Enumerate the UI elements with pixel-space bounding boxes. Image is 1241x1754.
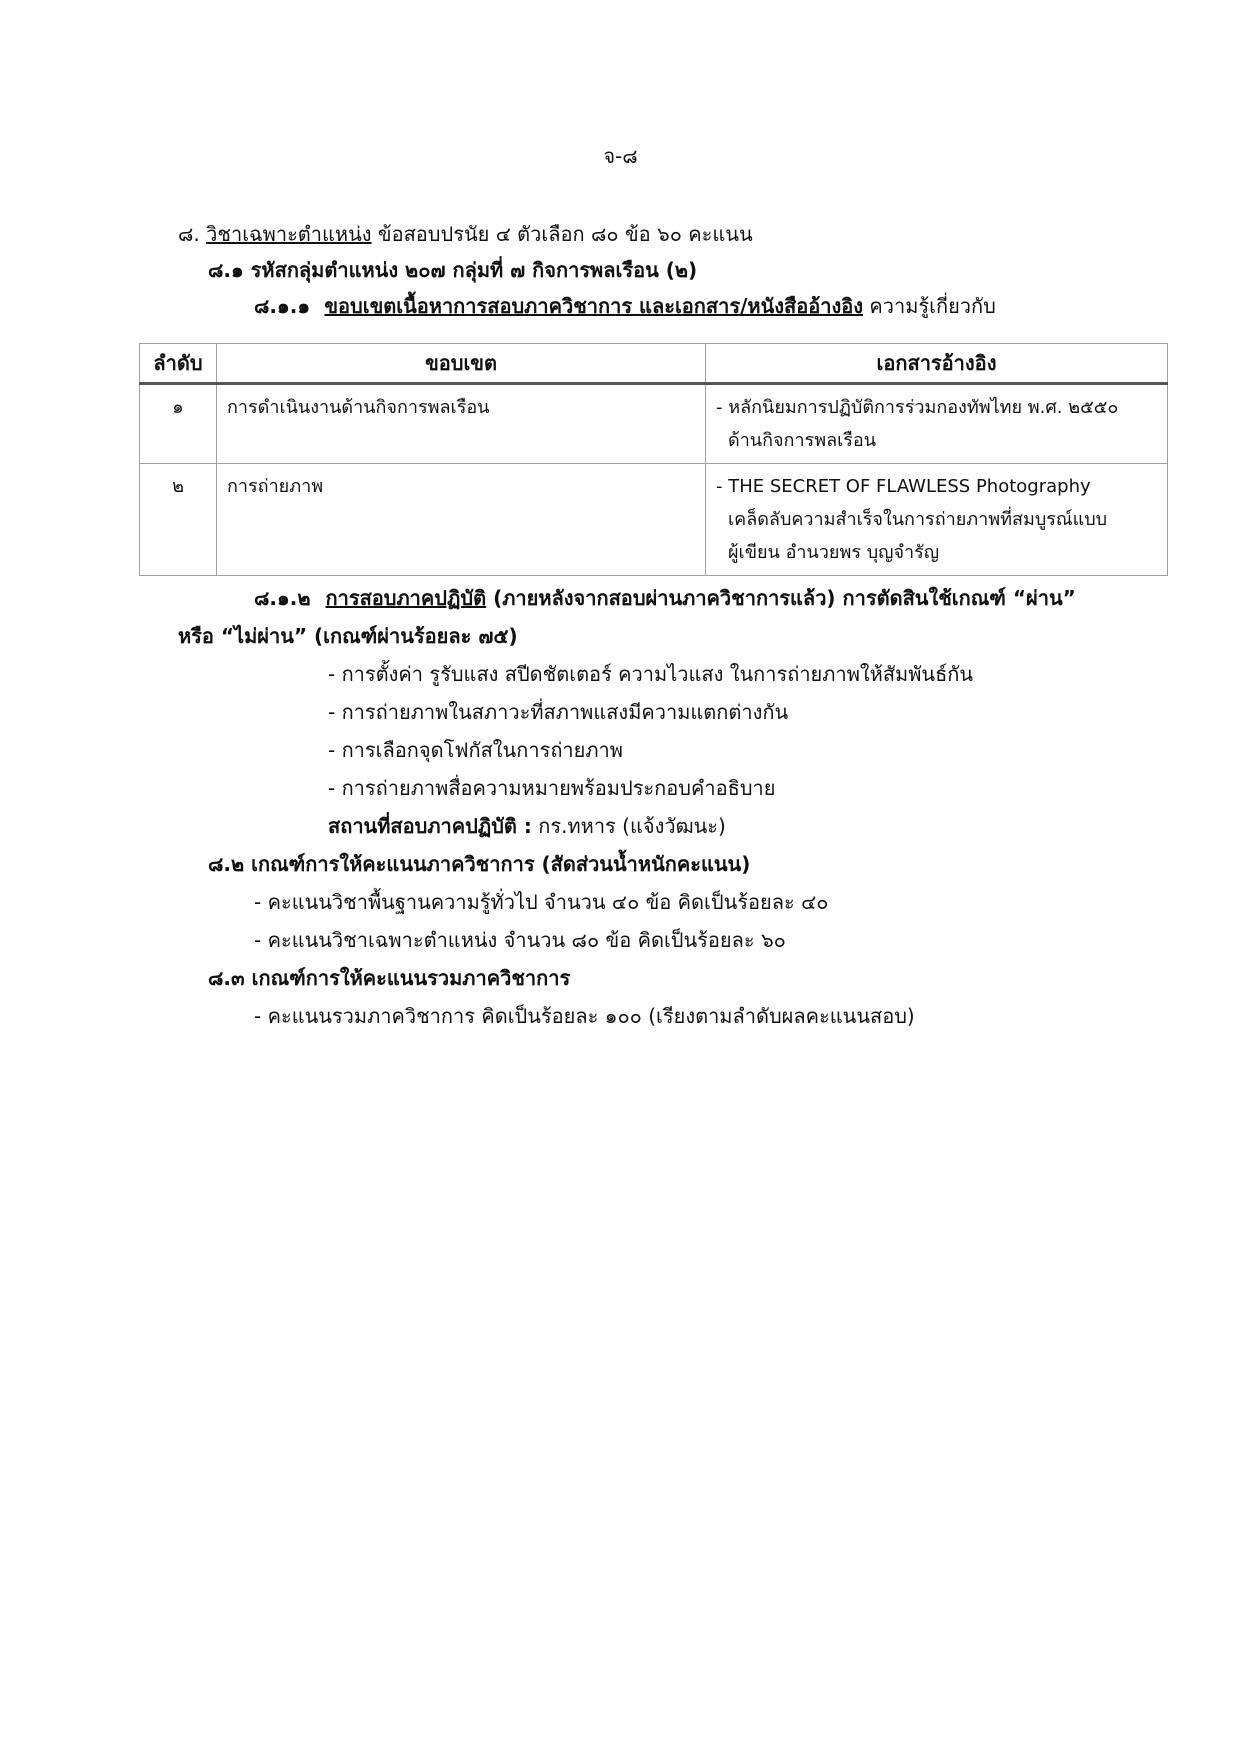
- header-order: ลำดับ: [140, 344, 217, 384]
- header-scope: ขอบเขต: [217, 344, 706, 384]
- section-8-1-1-heading: [254, 290, 996, 322]
- reference-line: เคล็ดลับความสำเร็จในการถ่ายภาพที่สมบูรณ์แบบ: [728, 509, 1108, 530]
- section-8-1-2-heading: [254, 582, 1076, 614]
- reference-line: - THE SECRET OF FLAWLESS Photography: [716, 476, 1091, 497]
- section-8-1-heading: ๘.๑ รหัสกลุ่มตำแหน่ง ๒๐๗ กลุ่มที่ ๗ กิจการพลเรือน (๒): [208, 258, 698, 282]
- table-row: [140, 384, 1168, 464]
- section-8-1-2-title: การสอบภาคปฏิบัติ: [325, 586, 487, 610]
- total-score-item: - คะแนนรวมภาควิชาการ คิดเป็นร้อยละ ๑๐๐ (เรียงตามลำดับผลคะแนนสอบ): [254, 1004, 915, 1028]
- practical-item: - การถ่ายภาพสื่อความหมายพร้อมประกอบคำอธิบาย: [328, 776, 776, 800]
- venue-label: สถานที่สอบภาคปฏิบัติ :: [328, 814, 532, 838]
- reference-table: [139, 343, 1168, 576]
- row-order: ๑: [140, 384, 217, 464]
- score-item: - คะแนนวิชาเฉพาะตำแหน่ง จำนวน ๘๐ ข้อ คิดเป็นร้อยละ ๖๐: [254, 928, 786, 952]
- section-8-3-heading: ๘.๓ เกณฑ์การให้คะแนนรวมภาควิชาการ: [208, 966, 571, 990]
- row-order: ๒: [140, 464, 217, 576]
- reference-line: ด้านกิจการพลเรือน: [728, 430, 877, 451]
- row-scope: การถ่ายภาพ: [217, 464, 706, 576]
- section-8-2-heading: ๘.๒ เกณฑ์การให้คะแนนภาควิชาการ (สัดส่วนน้ำหนักคะแนน): [208, 852, 751, 876]
- section-8-title: วิชาเฉพาะตำแหน่ง: [206, 222, 372, 246]
- section-8-1-1-title: ขอบเขตเนื้อหาการสอบภาควิชาการ และเอกสาร/หนังสืออ้างอิง: [324, 294, 864, 318]
- practical-item: - การตั้งค่า รูรับแสง สปีดชัตเตอร์ ความไวแสง ในการถ่ายภาพให้สัมพันธ์กัน: [328, 662, 974, 686]
- table-header-row: [140, 344, 1168, 384]
- row-references: [706, 464, 1168, 576]
- page-number: จ-๘: [603, 144, 638, 168]
- section-8-number: ๘.: [178, 222, 200, 246]
- section-8-detail: ข้อสอบปรนัย ๔ ตัวเลือก ๘๐ ข้อ ๖๐ คะแนน: [377, 222, 753, 246]
- reference-line: ผู้เขียน อำนวยพร บุญจำรัญ: [728, 542, 940, 563]
- practical-item: - การถ่ายภาพในสภาวะที่สภาพแสงมีความแตกต่างกัน: [328, 700, 789, 724]
- section-8-1-1-suffix: ความรู้เกี่ยวกับ: [869, 294, 996, 318]
- section-8-heading: [178, 218, 753, 250]
- section-8-1-1-number: ๘.๑.๑: [254, 294, 311, 318]
- table-row: [140, 464, 1168, 576]
- practical-venue: [328, 810, 726, 842]
- section-8-1-2-line2: หรือ “ไม่ผ่าน” (เกณฑ์ผ่านร้อยละ ๗๕): [178, 624, 518, 648]
- section-8-1-2-number: ๘.๑.๒: [254, 586, 311, 610]
- reference-line: - หลักนิยมการปฏิบัติการร่วมกองทัพไทย พ.ศ. ๒๕๕๐: [716, 397, 1119, 418]
- score-item: - คะแนนวิชาพื้นฐานความรู้ทั่วไป จำนวน ๔๐ ข้อ คิดเป็นร้อยละ ๔๐: [254, 890, 829, 914]
- row-scope: การดำเนินงานด้านกิจการพลเรือน: [217, 384, 706, 464]
- header-reference: เอกสารอ้างอิง: [706, 344, 1168, 384]
- row-references: [706, 384, 1168, 464]
- section-8-1-2-line1: (ภายหลังจากสอบผ่านภาควิชาการแล้ว) การตัดสินใช้เกณฑ์ “ผ่าน”: [493, 586, 1076, 610]
- practical-item: - การเลือกจุดโฟกัสในการถ่ายภาพ: [328, 738, 623, 762]
- venue-value: กร.ทหาร (แจ้งวัฒนะ): [538, 814, 726, 838]
